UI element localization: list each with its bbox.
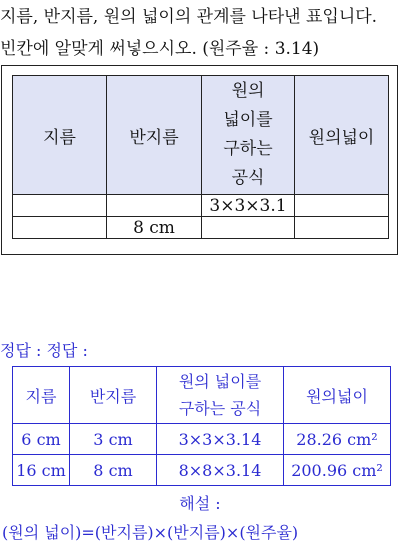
cell-formula: 8×8×3.14 [157,455,284,486]
cell-diameter: 6 cm [13,424,70,455]
table-row [13,217,389,239]
cell-formula: 3×3×3.1 [202,195,295,217]
cell-area-input[interactable] [295,217,389,239]
cell-radius: 8 cm [107,217,202,239]
table-row [13,455,391,486]
answer-table [12,366,391,486]
cell-radius: 3 cm [70,424,157,455]
cell-formula: 3×3×3.14 [157,424,284,455]
question-line-2: 빈칸에 알맞게 써넣으시오. (원주율 : 3.14) [0,39,320,59]
header-area-formula-line: 구하는 공식 [178,399,262,418]
header-radius: 반지름 [70,367,157,424]
cell-diameter-input[interactable] [13,195,107,217]
cell-formula-input[interactable] [202,217,295,239]
answer-label: 정답 : 정답 : [0,341,88,360]
header-area-formula [202,76,295,195]
explanation-label: 해설 : [179,494,221,513]
question-table [12,75,389,239]
cell-area: 28.26 cm² [284,424,391,455]
header-area: 원의넓이 [284,367,391,424]
header-area-formula-line: 넓이를 [223,110,273,130]
cell-diameter-input[interactable] [13,217,107,239]
cell-area: 200.96 cm² [284,455,391,486]
cell-diameter: 16 cm [13,455,70,486]
header-area-formula-line: 공식 [231,168,265,188]
question-table-header-row [13,76,389,195]
table-row [13,195,389,217]
header-area-formula-line: 원의 넓이를 [178,372,262,391]
cell-radius-input[interactable] [107,195,202,217]
header-area-formula [157,367,284,424]
cell-radius: 8 cm [70,455,157,486]
header-area-formula-line: 원의 [231,81,265,101]
header-area: 원의넓이 [295,76,389,195]
header-diameter: 지름 [13,76,107,195]
answer-table-header-row [13,367,391,424]
table-row [13,424,391,455]
question-line-1: 지름, 반지름, 원의 넓이의 관계를 나타낸 표입니다. [0,7,378,27]
cell-area-input[interactable] [295,195,389,217]
header-radius: 반지름 [107,76,202,195]
header-diameter: 지름 [13,367,70,424]
explanation-formula: (원의 넓이)=(반지름)×(반지름)×(원주율) [2,523,299,542]
header-area-formula-line: 구하는 [223,139,273,159]
